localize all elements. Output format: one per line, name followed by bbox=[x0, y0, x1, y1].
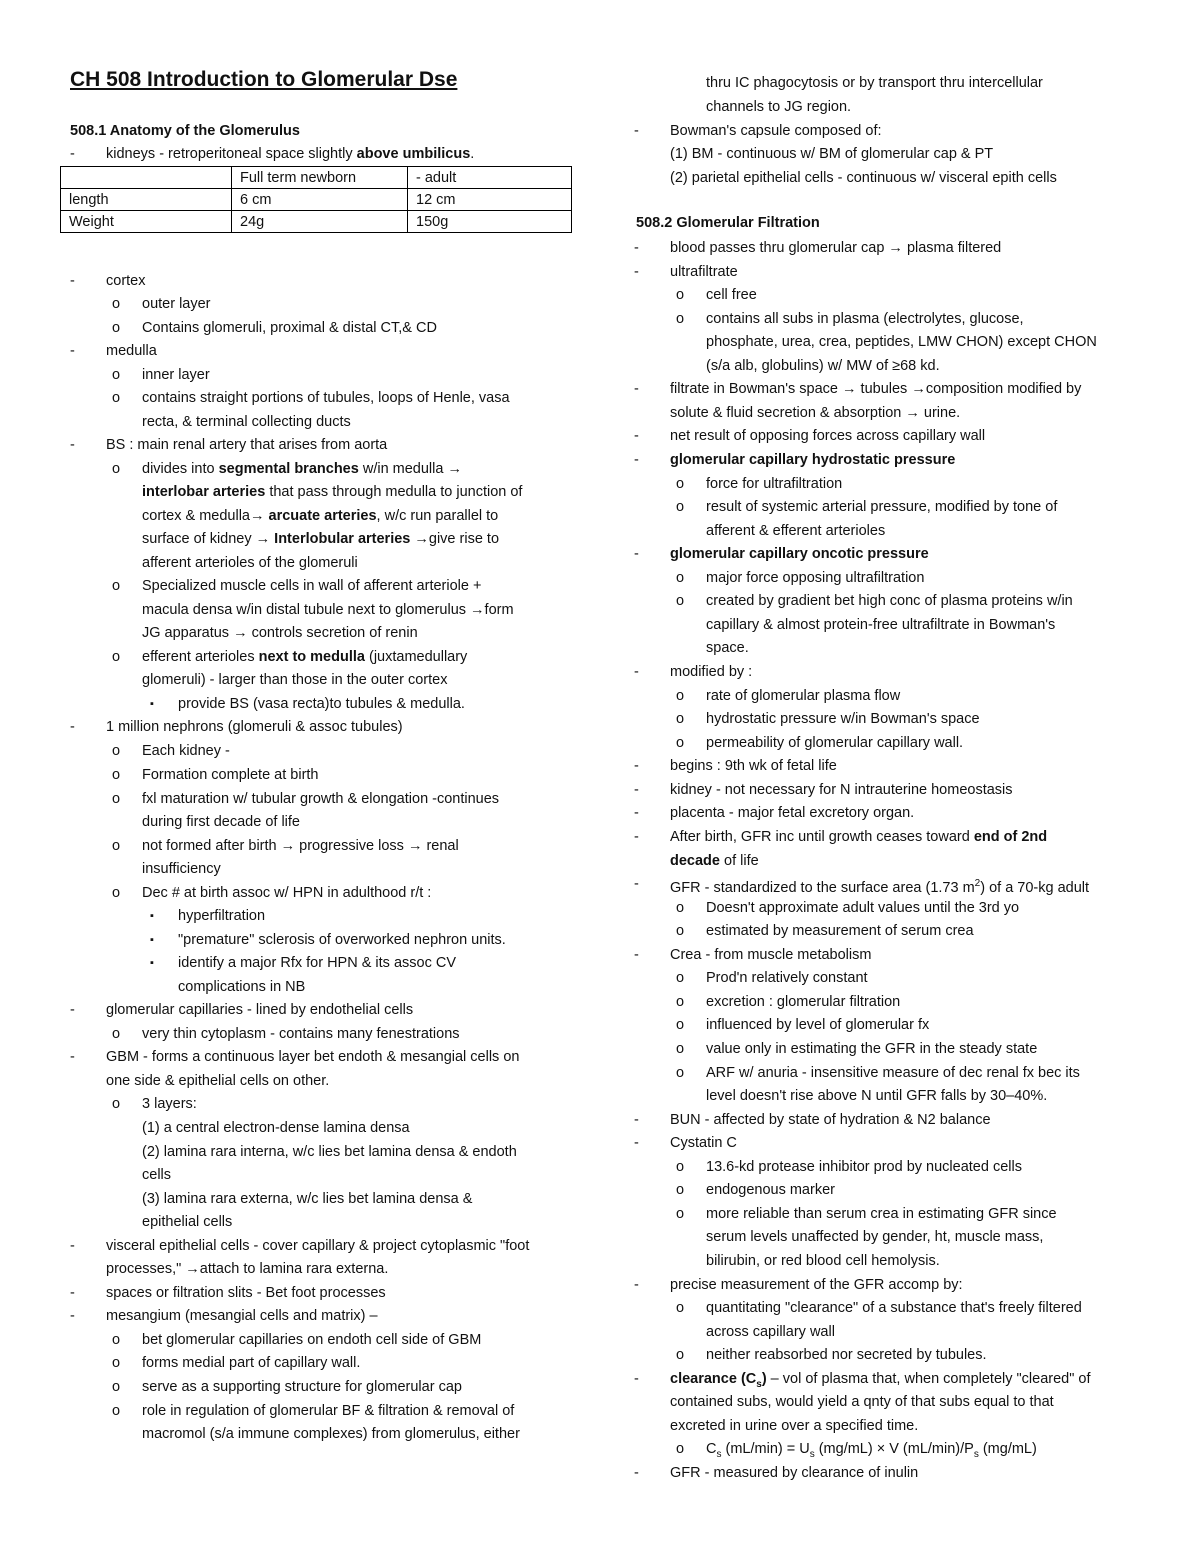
text-line: Contains glomeruli, proximal & distal CT,& CD bbox=[142, 320, 437, 336]
bullet-marker: o bbox=[112, 885, 121, 901]
text-line: bet glomerular capillaries on endoth cell side of GBM bbox=[142, 1332, 482, 1348]
bullet-marker: - bbox=[634, 1112, 639, 1128]
text-line: spaces or filtration slits - Bet foot processes bbox=[106, 1285, 386, 1301]
text-line: GBM - forms a continuous layer bet endoth & mesangial cells on bbox=[106, 1049, 520, 1065]
text-line: BUN - affected by state of hydration & N2 balance bbox=[670, 1112, 991, 1128]
text-line: GFR - standardized to the surface area (1.73 $m^2$) of a 70-kg adult bbox=[670, 878, 1090, 896]
text-line: Cystatin C bbox=[670, 1135, 737, 1151]
text-line: medulla bbox=[106, 343, 157, 359]
text-line: forms medial part of capillary wall. bbox=[142, 1355, 361, 1371]
text-line: major force opposing ultrafiltration bbox=[706, 570, 925, 586]
text-line: placenta - major fetal excretory organ. bbox=[670, 805, 915, 821]
text-line: result of systemic arterial pressure, modified by tone of bbox=[706, 499, 1058, 515]
text-line: (1) BM - continuous w/ BM of glomerular cap & PT bbox=[670, 146, 994, 162]
bullet-marker: - bbox=[634, 240, 639, 256]
text-line: surface of kidney → Interlobular arteries →give rise to bbox=[142, 531, 500, 547]
bullet-marker: o bbox=[676, 970, 685, 986]
bullet-marker: o bbox=[676, 1441, 685, 1457]
bullet-marker: o bbox=[676, 923, 685, 939]
bullet-marker: - bbox=[634, 381, 639, 397]
text-line: hydrostatic pressure w/in Bowman's space bbox=[706, 711, 980, 727]
text-line: 3 layers: bbox=[142, 1096, 197, 1112]
text-line: across capillary wall bbox=[706, 1324, 835, 1340]
bullet-marker: - bbox=[70, 1049, 75, 1065]
text-line: Bowman's capsule composed of: bbox=[670, 123, 882, 139]
text-line: during first decade of life bbox=[142, 814, 300, 830]
bullet-marker: - bbox=[634, 947, 639, 963]
text-line: recta, & terminal collecting ducts bbox=[142, 414, 351, 430]
text-line: influenced by level of glomerular fx bbox=[706, 1017, 930, 1033]
text-line: Formation complete at birth bbox=[142, 767, 319, 783]
text-line: net result of opposing forces across capillary wall bbox=[670, 428, 986, 444]
text-line: Each kidney - bbox=[142, 743, 230, 759]
bullet-marker: o bbox=[112, 461, 121, 477]
table-cell: 12 cm bbox=[408, 189, 572, 211]
text-line: quantitating "clearance" of a substance that's freely filtered bbox=[706, 1300, 1082, 1316]
text-line: cortex bbox=[106, 273, 146, 289]
bullet-marker: o bbox=[112, 743, 121, 759]
bullet-marker: ▪ bbox=[150, 910, 154, 922]
text-line: interlobar arteries that pass through medulla to junction of bbox=[142, 484, 523, 500]
text-line: inner layer bbox=[142, 367, 210, 383]
bullet-marker: - bbox=[70, 146, 75, 162]
bullet-marker: o bbox=[676, 711, 685, 727]
text-line: (2) parietal epithelial cells - continuous w/ visceral epith cells bbox=[670, 170, 1057, 186]
bullet-marker: o bbox=[676, 593, 685, 609]
text-line: cell free bbox=[706, 287, 757, 303]
intro-line: kidneys - retroperitoneal space slightly above umbilicus. bbox=[106, 146, 475, 162]
text-line: Crea - from muscle metabolism bbox=[670, 947, 872, 963]
bullet-marker: ▪ bbox=[150, 957, 154, 969]
table-cell: - adult bbox=[408, 167, 572, 189]
text-line: more reliable than serum crea in estimating GFR since bbox=[706, 1206, 1057, 1222]
text-line: fxl maturation w/ tubular growth & elongation -continues bbox=[142, 791, 500, 807]
text-line: rate of glomerular plasma flow bbox=[706, 688, 901, 704]
text-line: Dec # at birth assoc w/ HPN in adulthood r/t : bbox=[142, 885, 432, 901]
text-line: hyperfiltration bbox=[178, 908, 266, 924]
text-line: neither reabsorbed nor secreted by tubules. bbox=[706, 1347, 987, 1363]
text-line: afferent & efferent arterioles bbox=[706, 523, 886, 539]
bullet-marker: - bbox=[634, 1277, 639, 1293]
text-line: Specialized muscle cells in wall of afferent arteriole + bbox=[142, 578, 482, 594]
table-cell bbox=[61, 167, 232, 189]
text-line: filtrate in Bowman's space → tubules →composition modified by bbox=[670, 381, 1082, 397]
bullet-marker: o bbox=[112, 1026, 121, 1042]
bullet-marker: - bbox=[634, 1135, 639, 1151]
table-row bbox=[61, 211, 572, 233]
text-line: one side & epithelial cells on other. bbox=[106, 1073, 330, 1089]
anatomy-table bbox=[60, 166, 572, 233]
text-line: contained subs, would yield a qnty of that subs equal to that bbox=[670, 1394, 1054, 1410]
bullet-marker: o bbox=[112, 1379, 121, 1395]
bullet-marker: - bbox=[634, 546, 639, 562]
bullet-marker: - bbox=[634, 264, 639, 280]
bullet-marker: o bbox=[676, 1041, 685, 1057]
text-line: "premature" sclerosis of overworked nephron units. bbox=[178, 932, 506, 948]
text-line: macromol (s/a immune complexes) from glomerulus, either bbox=[142, 1426, 520, 1442]
text-line: not formed after birth → progressive loss → renal bbox=[142, 838, 459, 854]
bullet-marker: o bbox=[676, 1017, 685, 1033]
text-line: (1) a central electron-dense lamina densa bbox=[142, 1120, 410, 1136]
text-line: insufficiency bbox=[142, 861, 221, 877]
bullet-marker: o bbox=[676, 900, 685, 916]
bullet-marker: o bbox=[112, 390, 121, 406]
bullet-marker: - bbox=[70, 343, 75, 359]
text-line: visceral epithelial cells - cover capillary & project cytoplasmic "foot bbox=[106, 1238, 530, 1254]
bullet-marker: - bbox=[634, 805, 639, 821]
text-line: excreted in urine over a specified time. bbox=[670, 1418, 919, 1434]
text-line: very thin cytoplasm - contains many fenestrations bbox=[142, 1026, 460, 1042]
bullet-marker: - bbox=[634, 664, 639, 680]
text-line: capillary & almost protein-free ultrafiltrate in Bowman's bbox=[706, 617, 1056, 633]
bullet-marker: o bbox=[676, 1300, 685, 1316]
bullet-marker: o bbox=[676, 570, 685, 586]
bullet-marker: - bbox=[70, 1285, 75, 1301]
text-line: serve as a supporting structure for glomerular cap bbox=[142, 1379, 462, 1395]
text-line: ultrafiltrate bbox=[670, 264, 738, 280]
bullet-marker: o bbox=[676, 735, 685, 751]
text-line: phosphate, urea, crea, peptides, LMW CHON) except CHON bbox=[706, 334, 1097, 350]
text-line: afferent arterioles of the glomeruli bbox=[142, 555, 358, 571]
section-heading-anatomy: 508.1 Anatomy of the Glomerulus bbox=[70, 123, 300, 139]
text-line: precise measurement of the GFR accomp by: bbox=[670, 1277, 963, 1293]
bullet-marker: - bbox=[70, 719, 75, 735]
text-line: epithelial cells bbox=[142, 1214, 233, 1230]
text-line: processes," →attach to lamina rara externa. bbox=[106, 1261, 389, 1277]
text-line: JG apparatus → controls secretion of renin bbox=[142, 625, 418, 641]
text-line: glomerular capillary hydrostatic pressure bbox=[670, 452, 956, 468]
bullet-marker: - bbox=[634, 758, 639, 774]
bullet-marker: o bbox=[676, 1206, 685, 1222]
bullet-marker: o bbox=[676, 1182, 685, 1198]
text-line: macula densa w/in distal tubule next to glomerulus →form bbox=[142, 602, 514, 618]
text-line: decade of life bbox=[670, 853, 759, 869]
bullet-marker: o bbox=[112, 791, 121, 807]
bullet-marker: - bbox=[70, 1238, 75, 1254]
table-cell: 24g bbox=[232, 211, 408, 233]
table-cell: 150g bbox=[408, 211, 572, 233]
table-cell: length bbox=[61, 189, 232, 211]
bullet-marker: o bbox=[112, 1355, 121, 1371]
bullet-marker: o bbox=[112, 578, 121, 594]
bullet-marker: o bbox=[112, 767, 121, 783]
text-line: glomerular capillary oncotic pressure bbox=[670, 546, 929, 562]
table-header-row bbox=[61, 167, 572, 189]
bullet-marker: o bbox=[676, 1065, 685, 1081]
text-line: force for ultrafiltration bbox=[706, 476, 843, 492]
text-line: mesangium (mesangial cells and matrix) – bbox=[106, 1308, 378, 1324]
text-line: efferent arterioles next to medulla (juxtamedullary bbox=[142, 649, 468, 665]
bullet-marker: o bbox=[112, 838, 121, 854]
bullet-marker: o bbox=[112, 1403, 121, 1419]
bullet-marker: - bbox=[70, 1002, 75, 1018]
text-line: created by gradient bet high conc of plasma proteins w/in bbox=[706, 593, 1073, 609]
text-line: (s/a alb, globulins) w/ MW of ≥68 kd. bbox=[706, 358, 940, 374]
text-line: role in regulation of glomerular BF & filtration & removal of bbox=[142, 1403, 515, 1419]
text-line: (2) lamina rara interna, w/c lies bet lamina densa & endoth bbox=[142, 1144, 517, 1160]
text-line: BS : main renal artery that arises from aorta bbox=[106, 437, 388, 453]
bullet-marker: o bbox=[112, 649, 121, 665]
text-line: contains straight portions of tubules, loops of Henle, vasa bbox=[142, 390, 510, 406]
text-line: glomeruli) - larger than those in the outer cortex bbox=[142, 672, 448, 688]
text-line: clearance $(C_s)$ – vol of plasma that, when completely "cleared" of bbox=[670, 1371, 1091, 1390]
bullet-marker: ▪ bbox=[150, 698, 154, 710]
bullet-marker: o bbox=[112, 1332, 121, 1348]
bullet-marker: o bbox=[112, 320, 121, 336]
bullet-marker: - bbox=[70, 437, 75, 453]
text-line: provide BS (vasa recta)to tubules & medulla. bbox=[178, 696, 465, 712]
text-line: identify a major Rfx for HPN & its assoc CV bbox=[178, 955, 456, 971]
bullet-marker: - bbox=[634, 1371, 639, 1387]
text-line: solute & fluid secretion & absorption → urine. bbox=[670, 405, 961, 421]
text-line: After birth, GFR inc until growth ceases toward end of 2nd bbox=[670, 829, 1048, 845]
bullet-marker: o bbox=[676, 688, 685, 704]
bullet-marker: ▪ bbox=[150, 934, 154, 946]
text-line: ARF w/ anuria - insensitive measure of dec renal fx bec its bbox=[706, 1065, 1080, 1081]
text-line: (3) lamina rara externa, w/c lies bet lamina densa & bbox=[142, 1191, 473, 1207]
bullet-marker: o bbox=[676, 1159, 685, 1175]
bullet-marker: o bbox=[112, 1096, 121, 1112]
bullet-marker: o bbox=[676, 287, 685, 303]
text-line: channels to JG region. bbox=[706, 99, 852, 115]
text-line: cells bbox=[142, 1167, 172, 1183]
text-line: Doesn't approximate adult values until the 3rd yo bbox=[706, 900, 1020, 916]
text-line: cortex & medulla→ arcuate arteries, w/c run parallel to bbox=[142, 508, 499, 524]
text-line: level doesn't rise above N until GFR falls by 30–40%. bbox=[706, 1088, 1048, 1104]
text-line: kidney - not necessary for N intrauterine homeostasis bbox=[670, 782, 1013, 798]
text-line: thru IC phagocytosis or by transport thru intercellular bbox=[706, 75, 1043, 91]
text-line: blood passes thru glomerular cap → plasma filtered bbox=[670, 240, 1002, 256]
text-line: space. bbox=[706, 640, 749, 656]
text-line: Prod'n relatively constant bbox=[706, 970, 868, 986]
text-line: contains all subs in plasma (electrolytes, glucose, bbox=[706, 311, 1024, 327]
table-cell: Weight bbox=[61, 211, 232, 233]
bullet-marker: o bbox=[676, 994, 685, 1010]
text-line: 1 million nephrons (glomeruli & assoc tubules) bbox=[106, 719, 403, 735]
text-line: complications in NB bbox=[178, 979, 306, 995]
bullet-marker: o bbox=[112, 296, 121, 312]
document-title: CH 508 Introduction to Glomerular Dse bbox=[70, 68, 458, 91]
bullet-marker: o bbox=[676, 499, 685, 515]
text-line: begins : 9th wk of fetal life bbox=[670, 758, 837, 774]
text-line: 13.6-kd protease inhibitor prod by nucleated cells bbox=[706, 1159, 1022, 1175]
text-line: excretion : glomerular filtration bbox=[706, 994, 901, 1010]
text-line: endogenous marker bbox=[706, 1182, 835, 1198]
bullet-marker: - bbox=[634, 829, 639, 845]
bullet-marker: - bbox=[634, 452, 639, 468]
bullet-marker: - bbox=[634, 123, 639, 139]
bullet-marker: - bbox=[634, 1465, 639, 1481]
bullet-marker: - bbox=[70, 273, 75, 289]
text-line: serum levels unaffected by gender, ht, muscle mass, bbox=[706, 1229, 1044, 1245]
bullet-marker: o bbox=[676, 311, 685, 327]
text-line: glomerular capillaries - lined by endothelial cells bbox=[106, 1002, 414, 1018]
table-cell: 6 cm bbox=[232, 189, 408, 211]
text-line: $C_s$ $(mL/\min) = U_s$ (mg/mL) × V $(mL/\min)/P_s$ (mg/mL) bbox=[706, 1441, 1037, 1460]
bullet-marker: - bbox=[634, 782, 639, 798]
text-line: value only in estimating the GFR in the steady state bbox=[706, 1041, 1038, 1057]
bullet-marker: - bbox=[70, 1308, 75, 1324]
section-heading-filtration: 508.2 Glomerular Filtration bbox=[636, 215, 820, 231]
bullet-marker: - bbox=[634, 428, 639, 444]
bullet-marker: o bbox=[676, 476, 685, 492]
text-line: divides into segmental branches w/in medulla → bbox=[142, 461, 462, 477]
bullet-marker: o bbox=[676, 1347, 685, 1363]
text-line: GFR - measured by clearance of inulin bbox=[670, 1465, 919, 1481]
text-line: permeability of glomerular capillary wall. bbox=[706, 735, 964, 751]
table-row bbox=[61, 189, 572, 211]
bullet-marker: - bbox=[634, 876, 639, 892]
table-cell: Full term newborn bbox=[232, 167, 408, 189]
text-line: outer layer bbox=[142, 296, 211, 312]
text-line: bilirubin, or red blood cell hemolysis. bbox=[706, 1253, 940, 1269]
text-line: estimated by measurement of serum crea bbox=[706, 923, 974, 939]
bullet-marker: o bbox=[112, 367, 121, 383]
text-line: modified by : bbox=[670, 664, 753, 680]
